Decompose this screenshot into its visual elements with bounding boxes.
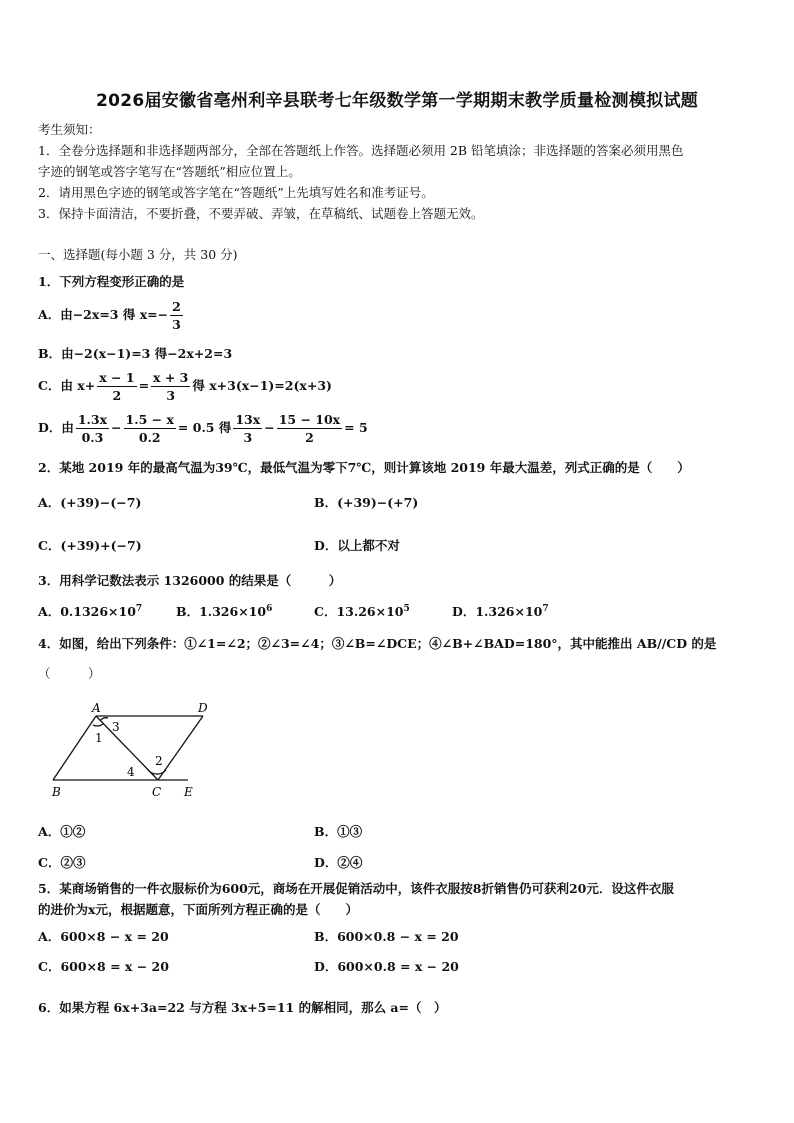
q1-d-frac-2 xyxy=(124,411,176,446)
fraction-den: 2 xyxy=(305,430,314,445)
q1-a-text: A．由−2x=3 得 x=− xyxy=(38,307,169,322)
fraction-den: 0.3 xyxy=(81,430,104,445)
q5-option-c: C．600×8 = x − 20 xyxy=(38,959,169,974)
fraction-num: 1.5 − x xyxy=(125,412,174,427)
q2-option-d: D．以上都不对 xyxy=(314,538,400,553)
q3-c-text: C．13.26×10 xyxy=(314,604,404,619)
fraction-num: 13x xyxy=(235,412,261,427)
q5-option-b: B．600×0.8 − x = 20 xyxy=(314,929,459,944)
q3-a-exp: 7 xyxy=(135,603,143,614)
q4-stem: 4．如图，给出下列条件：①∠1=∠2；②∠3=∠4；③∠B=∠DCE；④∠B+∠BAD=180°，其中能推出 AB//CD 的是 xyxy=(38,636,717,651)
fraction-num: 2 xyxy=(172,299,181,314)
q3-option-a xyxy=(38,602,142,620)
q3-c-exp: 5 xyxy=(403,603,410,614)
q1-c-result: 得 x+3(x−1)=2(x+3) xyxy=(192,378,332,393)
q2-stem: 2．某地 2019 年的最高气温为39℃，最低气温为零下7℃，则计算该地 2019 年最大温差，列式正确的是（ ） xyxy=(38,460,690,475)
q6-stem: 6．如果方程 6x+3a=22 与方程 3x+5=11 的解相同，那么 a=（ ） xyxy=(38,1000,447,1015)
q1-d-end: = 5 xyxy=(344,420,368,435)
q1-option-d xyxy=(38,411,368,446)
q4-option-d: D．②④ xyxy=(314,855,363,870)
q5-stem-cont: 的进价为x元，根据题意，下面所列方程正确的是（ ） xyxy=(38,902,358,917)
label-angle-3: 3 xyxy=(112,720,120,734)
parallelogram-figure xyxy=(40,698,210,802)
q3-a-text: A．0.1326×10 xyxy=(38,604,136,619)
q4-option-c: C．②③ xyxy=(38,855,86,870)
label-angle-2: 2 xyxy=(155,754,163,768)
page-title: 2026届安徽省亳州利辛县联考七年级数学第一学期期末教学质量检测模拟试题 xyxy=(95,91,699,111)
q1-a-fraction xyxy=(170,298,183,333)
fraction-num: x + 3 xyxy=(153,370,189,385)
q1-d-frac-1 xyxy=(76,411,109,446)
q1-d-mid: = 0.5 得 xyxy=(177,420,232,435)
segment-ab xyxy=(53,716,96,780)
q1-stem: 1．下列方程变形正确的是 xyxy=(38,274,185,289)
q2-option-c: C．(+39)+(−7) xyxy=(38,538,142,553)
fraction-den: 3 xyxy=(166,388,176,403)
q1-c-text: C．由 x+ xyxy=(38,378,96,393)
q1-option-a xyxy=(38,298,185,333)
notice-item-1: 1．全卷分选择题和非选择题两部分，全部在答题纸上作答。选择题必须用 2B 铅笔填涂；非选择题的答案必须用黑色 xyxy=(38,143,684,158)
q3-option-d xyxy=(452,602,549,620)
q4-paren: （ ） xyxy=(38,666,101,681)
notice-item-3: 3．保持卡面清洁，不要折叠，不要弄破、弄皱，在草稿纸、试题卷上答题无效。 xyxy=(38,206,484,221)
q4-option-a: A．①② xyxy=(38,824,86,839)
q3-option-c xyxy=(314,602,410,620)
notice-item-2: 2．请用黑色字迹的钢笔或答字笔在“答题纸”上先填写姓名和准考证号。 xyxy=(38,185,434,200)
label-e: E xyxy=(184,785,193,799)
q3-b-exp: 6 xyxy=(266,603,273,614)
notice-item-1-cont: 字迹的钢笔或答字笔写在“答题纸”相应位置上。 xyxy=(38,164,301,179)
q5-option-a: A．600×8 − x = 20 xyxy=(38,929,169,944)
label-d: D xyxy=(198,701,208,715)
q1-d-frac-3 xyxy=(233,411,262,446)
section-heading: 一、选择题(每小题 3 分，共 30 分) xyxy=(38,247,238,262)
q1-c-eq: = xyxy=(138,378,150,393)
q1-option-b: B．由−2(x−1)=3 得−2x+2=3 xyxy=(38,346,233,361)
angle-arc-1 xyxy=(93,724,103,726)
q1-c-frac-2 xyxy=(151,369,190,404)
label-angle-4: 4 xyxy=(127,765,135,779)
label-angle-1: 1 xyxy=(95,731,103,745)
fraction-num: x − 1 xyxy=(99,370,135,385)
label-c: C xyxy=(152,785,162,799)
label-a: A xyxy=(92,701,101,715)
fraction-den: 3 xyxy=(243,430,253,445)
fraction-den: 0.2 xyxy=(138,430,161,445)
q5-stem: 5．某商场销售的一件衣服标价为600元，商场在开展促销活动中，该件衣服按8折销售仍可获利20元．设这件衣服 xyxy=(38,881,674,896)
q2-option-a: A．(+39)−(−7) xyxy=(38,495,142,510)
fraction-den: 3 xyxy=(172,317,181,332)
notice-heading: 考生须知： xyxy=(38,122,101,137)
q2-option-b: B．(+39)−(+7) xyxy=(314,495,419,510)
q3-d-exp: 7 xyxy=(542,603,549,614)
q3-stem: 3．用科学记数法表示 1326000 的结果是（ ） xyxy=(38,573,342,588)
q1-d-minus-2: − xyxy=(264,420,275,435)
fraction-num: 1.3x xyxy=(77,412,108,427)
label-b: B xyxy=(52,785,61,799)
fraction-num: 15 − 10x xyxy=(278,412,341,427)
fraction-den: 2 xyxy=(112,388,122,403)
q3-d-text: D．1.326×10 xyxy=(452,604,543,619)
q3-b-text: B．1.326×10 xyxy=(176,604,267,619)
q1-d-text: D．由 xyxy=(38,420,74,435)
q4-option-b: B．①③ xyxy=(314,824,363,839)
q1-option-c xyxy=(38,369,332,404)
q1-d-frac-4 xyxy=(277,411,342,446)
q5-option-d: D．600×0.8 = x − 20 xyxy=(314,959,459,974)
q1-d-minus: − xyxy=(111,420,122,435)
q1-c-frac-1 xyxy=(97,369,136,404)
q3-option-b xyxy=(176,602,272,620)
